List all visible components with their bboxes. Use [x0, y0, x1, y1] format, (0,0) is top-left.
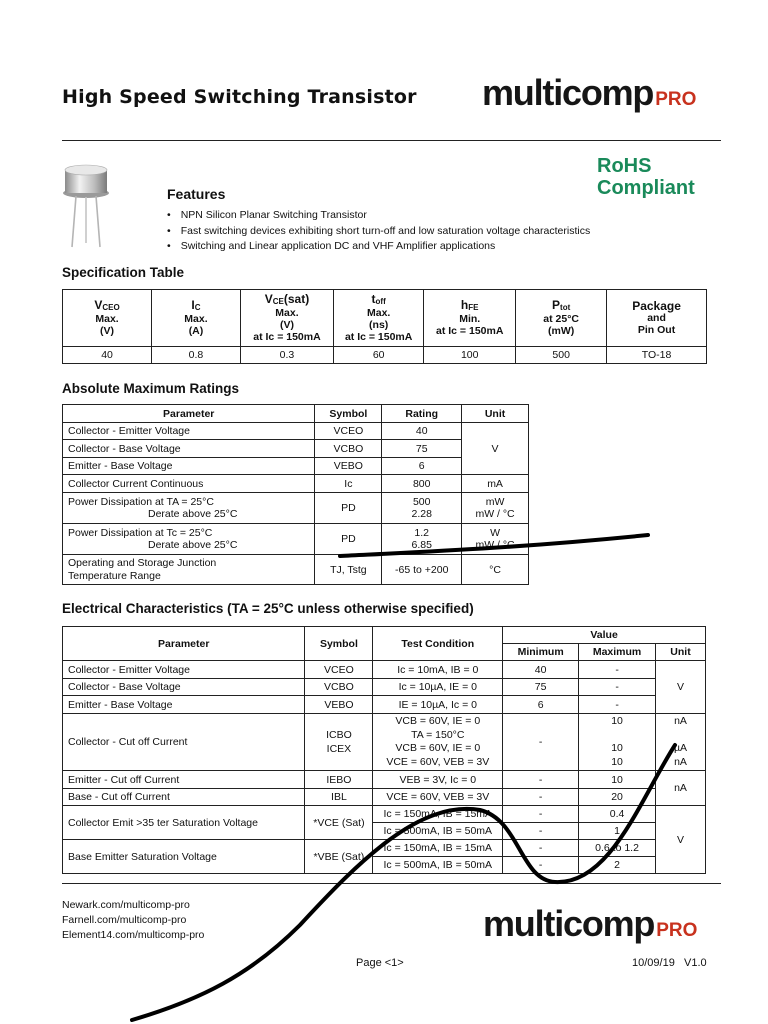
- rating-line: 500: [412, 496, 431, 508]
- min-cell: -: [503, 806, 579, 823]
- unit-line: nA: [674, 715, 687, 727]
- param-cell: Base - Cut off Current: [63, 789, 305, 806]
- symbol-cell: VCBO: [305, 679, 373, 696]
- col-header-symbol: Symbol: [305, 627, 373, 661]
- max-cell: 0.6 to 1.2: [579, 840, 656, 857]
- unit-cell: [462, 524, 529, 555]
- spec-symbol: $h_{FE}$: [460, 298, 479, 312]
- max-cell: 10: [579, 771, 656, 789]
- spec-header-line: (V): [100, 325, 115, 337]
- brand-logo-top: [482, 72, 696, 114]
- param-line: Temperature Range: [68, 569, 161, 582]
- rating-cell: [382, 524, 462, 555]
- unit-line: µA: [673, 742, 688, 754]
- unit-cell: V: [656, 661, 706, 714]
- max-cell: 20: [579, 789, 656, 806]
- rohs-line2: Compliant: [597, 177, 695, 199]
- table-row: [63, 475, 529, 493]
- table-row: [63, 440, 529, 458]
- symbol-cell: [305, 714, 373, 771]
- header-divider: [62, 140, 721, 141]
- param-cell: Collector Emit >35 ter Saturation Voltage: [63, 806, 305, 840]
- spec-header-line: (ns): [369, 319, 389, 331]
- table-row: [63, 524, 529, 555]
- table-row: [63, 493, 529, 524]
- footer-links: [62, 898, 204, 943]
- max-cell: 0.4: [579, 806, 656, 823]
- rating-cell: -65 to +200: [382, 555, 462, 585]
- spec-symbol: Package: [632, 299, 681, 313]
- unit-cell: V: [656, 806, 706, 874]
- unit-cell: mA: [462, 475, 529, 493]
- spec-col-header: [152, 290, 241, 347]
- min-cell: 6: [503, 696, 579, 714]
- col-header-value: Value: [503, 627, 706, 644]
- param-line: Operating and Storage Junction: [68, 556, 217, 569]
- spec-value-cell: 100: [424, 347, 516, 364]
- max-cell: 2: [579, 857, 656, 874]
- spec-symbol: $V_{CEO}$: [94, 298, 120, 312]
- col-header-parameter: Parameter: [63, 405, 315, 423]
- min-cell: -: [503, 823, 579, 840]
- condition-cell: Ic = 10µA, IE = 0: [373, 679, 503, 696]
- abs-max-table: [62, 404, 529, 585]
- condition-cell: Ic = 150mA, IB = 15mA: [373, 840, 503, 857]
- symbol-cell: TJ, Tstg: [315, 555, 382, 585]
- symbol-cell: VEBO: [305, 696, 373, 714]
- spec-symbol: $I_C$: [191, 298, 201, 312]
- param-line: Derate above 25°C: [148, 539, 238, 551]
- spec-symbol: $t_{off}$: [371, 292, 386, 306]
- param-cell: Collector - Emitter Voltage: [63, 661, 305, 679]
- spec-header-line: and: [647, 312, 666, 324]
- max-line: 10: [611, 755, 623, 768]
- unit-line: mW: [485, 496, 505, 508]
- max-cell: -: [579, 679, 656, 696]
- param-cell: [63, 524, 315, 555]
- spec-header-line: Max.: [95, 313, 119, 325]
- col-header-unit: Unit: [462, 405, 529, 423]
- symbol-cell: PD: [315, 493, 382, 524]
- symbol-cell: *VCE (Sat): [305, 806, 373, 840]
- condition-line: VCB = 60V, IE = 0: [395, 715, 481, 727]
- param-cell: Emitter - Base Voltage: [63, 696, 305, 714]
- spec-col-header: [240, 290, 333, 347]
- symbol-line: ICBO: [326, 729, 352, 741]
- col-header-min: Minimum: [503, 644, 579, 661]
- max-cell: -: [579, 661, 656, 679]
- farnell-link[interactable]: Farnell.com/multicomp-pro: [62, 914, 187, 926]
- condition-cell: IE = 10µA, Ic = 0: [373, 696, 503, 714]
- spec-header-line: at 25°C: [543, 313, 580, 325]
- symbol-cell: VCBO: [315, 440, 382, 458]
- spec-header-line: (mW): [548, 325, 575, 337]
- spec-col-header: [334, 290, 424, 347]
- unit-cell: [656, 714, 706, 771]
- doc-version: V1.0: [684, 957, 707, 969]
- spec-col-header: [516, 290, 607, 347]
- param-line: Derate above 25°C: [148, 508, 238, 520]
- rating-line: 6.85: [411, 539, 432, 551]
- table-row: [63, 840, 706, 857]
- table-row: [63, 806, 706, 823]
- min-cell: -: [503, 840, 579, 857]
- max-cell: -: [579, 696, 656, 714]
- condition-cell: Ic = 10mA, IB = 0: [373, 661, 503, 679]
- spec-table-heading: Specification Table: [62, 265, 185, 280]
- symbol-cell: VEBO: [315, 458, 382, 475]
- spec-value-cell: 500: [516, 347, 607, 364]
- brand-suffix: PRO: [656, 920, 698, 941]
- col-header-parameter: Parameter: [63, 627, 305, 661]
- table-row: [63, 696, 706, 714]
- spec-header-line: at Ic = 150mA: [436, 325, 504, 337]
- rating-cell: 40: [382, 423, 462, 440]
- condition-cell: Ic = 150mA, IB = 15mA: [373, 806, 503, 823]
- max-cell: [579, 714, 656, 771]
- features-heading: Features: [167, 186, 226, 202]
- condition-line: VCB = 60V, IE = 0: [395, 742, 481, 754]
- spec-col-header: [424, 290, 516, 347]
- table-row: [63, 458, 529, 475]
- spec-symbol: $P_{tot}$: [552, 298, 571, 312]
- col-header-unit: Unit: [656, 644, 706, 661]
- table-row: [63, 789, 706, 806]
- element14-link[interactable]: Element14.com/multicomp-pro: [62, 929, 205, 941]
- unit-line: nA: [674, 755, 687, 768]
- symbol-cell: VCEO: [305, 661, 373, 679]
- unit-cell: nA: [656, 771, 706, 806]
- symbol-cell: PD: [315, 524, 382, 555]
- spec-header-line: Pin Out: [637, 324, 676, 336]
- spec-header-line: Max.: [366, 307, 391, 319]
- elec-heading: Electrical Characteristics (TA = 25°C unless otherwise specified): [62, 601, 474, 616]
- param-cell: [63, 555, 315, 585]
- unit-line: mW / °C: [475, 508, 515, 520]
- spec-header-line: (V): [279, 319, 294, 331]
- spec-table: [62, 289, 707, 364]
- spec-value-cell: 60: [334, 347, 424, 364]
- symbol-cell: IEBO: [305, 771, 373, 789]
- unit-line: W: [490, 527, 501, 539]
- symbol-cell: IBL: [305, 789, 373, 806]
- min-cell: -: [503, 771, 579, 789]
- doc-date: 10/09/19: [632, 957, 675, 969]
- transistor-image: [62, 163, 110, 249]
- table-row: [63, 555, 529, 585]
- param-cell: Collector - Emitter Voltage: [63, 423, 315, 440]
- table-row: [63, 771, 706, 789]
- spec-col-header: [63, 290, 152, 347]
- param-line: Power Dissipation at Tc = 25°C: [68, 527, 213, 539]
- condition-cell: [373, 714, 503, 771]
- param-line: Power Dissipation at TA = 25°C: [68, 496, 214, 508]
- param-cell: [63, 493, 315, 524]
- min-cell: -: [503, 789, 579, 806]
- param-cell: Collector - Base Voltage: [63, 679, 305, 696]
- symbol-cell: VCEO: [315, 423, 382, 440]
- table-row: [63, 714, 706, 771]
- condition-line: VCE = 60V, VEB = 3V: [386, 755, 490, 768]
- table-row: [63, 661, 706, 679]
- condition-cell: VCE = 60V, VEB = 3V: [373, 789, 503, 806]
- feature-item: • Switching and Linear application DC and VHF Amplifier applications: [167, 239, 590, 255]
- brand-logo-bottom: [483, 903, 697, 945]
- table-row: [63, 679, 706, 696]
- max-line: 10: [611, 715, 623, 727]
- unit-cell: [462, 493, 529, 524]
- param-cell: Collector Current Continuous: [63, 475, 315, 493]
- rohs-line1: RoHS: [597, 155, 652, 177]
- spec-header-line: at Ic = 150mA: [253, 331, 321, 343]
- brand-name: multicomp: [483, 903, 655, 944]
- condition-line: TA = 150°C: [411, 728, 465, 741]
- param-cell: Emitter - Base Voltage: [63, 458, 315, 475]
- max-cell: 1: [579, 823, 656, 840]
- spec-value-cell: 40: [63, 347, 152, 364]
- spec-value-cell: TO-18: [607, 347, 707, 364]
- param-cell: Base Emitter Saturation Voltage: [63, 840, 305, 874]
- col-header-rating: Rating: [382, 405, 462, 423]
- abs-max-heading: Absolute Maximum Ratings: [62, 381, 240, 396]
- min-cell: -: [503, 714, 579, 771]
- condition-cell: Ic = 500mA, IB = 50mA: [373, 857, 503, 874]
- symbol-cell: Ic: [315, 475, 382, 493]
- symbol-cell: *VBE (Sat): [305, 840, 373, 874]
- param-cell: Emitter - Cut off Current: [63, 771, 305, 789]
- spec-header-line: at Ic = 150mA: [344, 331, 413, 343]
- col-header-max: Maximum: [579, 644, 656, 661]
- document-title: High Speed Switching Transistor: [62, 86, 417, 108]
- min-cell: 75: [503, 679, 579, 696]
- rohs-badge: [597, 155, 695, 199]
- param-cell: Collector - Cut off Current: [63, 714, 305, 771]
- rating-cell: 6: [382, 458, 462, 475]
- unit-cell: °C: [462, 555, 529, 585]
- col-header-condition: Test Condition: [373, 627, 503, 661]
- unit-cell: V: [462, 423, 529, 475]
- feature-item: • NPN Silicon Planar Switching Transistor: [167, 208, 590, 224]
- symbol-line: ICEX: [326, 743, 352, 755]
- spec-header-line: Max.: [275, 307, 299, 319]
- spec-symbol: $V_{CE}(sat)$: [264, 292, 310, 306]
- condition-cell: Ic = 500mA, IB = 50mA: [373, 823, 503, 840]
- brand-suffix: PRO: [655, 89, 697, 110]
- col-header-symbol: Symbol: [315, 405, 382, 423]
- rating-cell: 800: [382, 475, 462, 493]
- rating-line: 1.2: [414, 527, 430, 539]
- min-cell: -: [503, 857, 579, 874]
- spec-header-line: (A): [188, 325, 204, 337]
- footer-date-version: [632, 957, 707, 969]
- rating-line: 2.28: [411, 508, 432, 520]
- brand-name: multicomp: [482, 72, 654, 113]
- spec-value-cell: 0.8: [152, 347, 241, 364]
- elec-table: [62, 626, 706, 874]
- spec-header-line: Min.: [459, 313, 481, 325]
- features-list: [167, 208, 590, 255]
- spec-col-header: [607, 290, 707, 347]
- rating-cell: 75: [382, 440, 462, 458]
- table-row: [63, 423, 529, 440]
- footer-divider: [62, 883, 721, 884]
- rating-cell: [382, 493, 462, 524]
- page-number: Page <1>: [356, 957, 404, 969]
- min-cell: 40: [503, 661, 579, 679]
- unit-line: mW / °C: [475, 539, 515, 551]
- newark-link[interactable]: Newark.com/multicomp-pro: [62, 899, 190, 911]
- spec-header-line: Max.: [184, 313, 208, 325]
- max-line: 10: [611, 742, 623, 754]
- feature-item: • Fast switching devices exhibiting short turn-off and low saturation voltage characteristics: [167, 224, 590, 240]
- spec-value-cell: 0.3: [240, 347, 333, 364]
- condition-cell: VEB = 3V, Ic = 0: [373, 771, 503, 789]
- param-cell: Collector - Base Voltage: [63, 440, 315, 458]
